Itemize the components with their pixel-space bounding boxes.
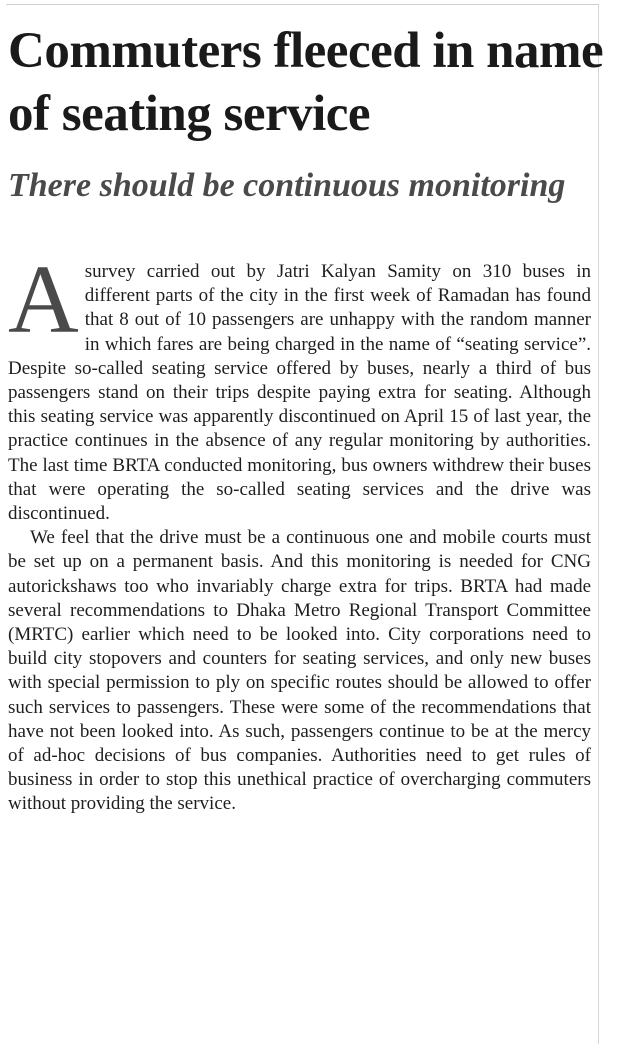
subheadline: There should be continuous monitoring	[8, 167, 566, 204]
article-body	[8, 246, 591, 817]
paragraph-2: We feel that the drive must be a continuous one and mobile courts must be set up on a permanent basis. And this monitoring is needed for CNG autorickshaws too who invariably charge extra for trips. BRTA had made several recommendations to Dhaka Metro Regional Transport Committee (MRTC) earlier which need to be looked into. City corporations need to build city stopovers and counters for seating services, and only new buses with special permission to ply on specific routes should be allowed to offer such services to passengers. These were some of the recommendations that have not been looked into. As such, passengers continue to be at the mercy of ad-hoc decisions of bus companies. Authorities need to get rules of business in order to stop this unethical practice of overcharging commuters without providing the service.	[8, 527, 591, 815]
column-divider	[598, 4, 599, 1044]
headline: Commuters fleeced in name of seating service	[8, 23, 604, 142]
drop-cap: A	[8, 246, 79, 354]
paragraph-1-text: survey carried out by Jatri Kalyan Samity on 310 buses in different parts of the city in the first week of Ramadan has found that 8 out of 10 passengers are unhappy with the random manner in which fares are being charged in the name of “seating service”. Despite so-called seating service offered by buses, nearly a third of bus passengers stand on their trips despite paying extra for seating. Although this seating service was apparently discontinued on April 15 of last year, the practice continues in the absence of any regular monitoring by authorities. The last time BRTA conducted monitoring, bus owners withdrew their buses that were operating the so-called seating services and the drive was discontinued.	[8, 261, 591, 525]
paragraph-1	[8, 246, 591, 526]
top-divider	[6, 4, 598, 5]
